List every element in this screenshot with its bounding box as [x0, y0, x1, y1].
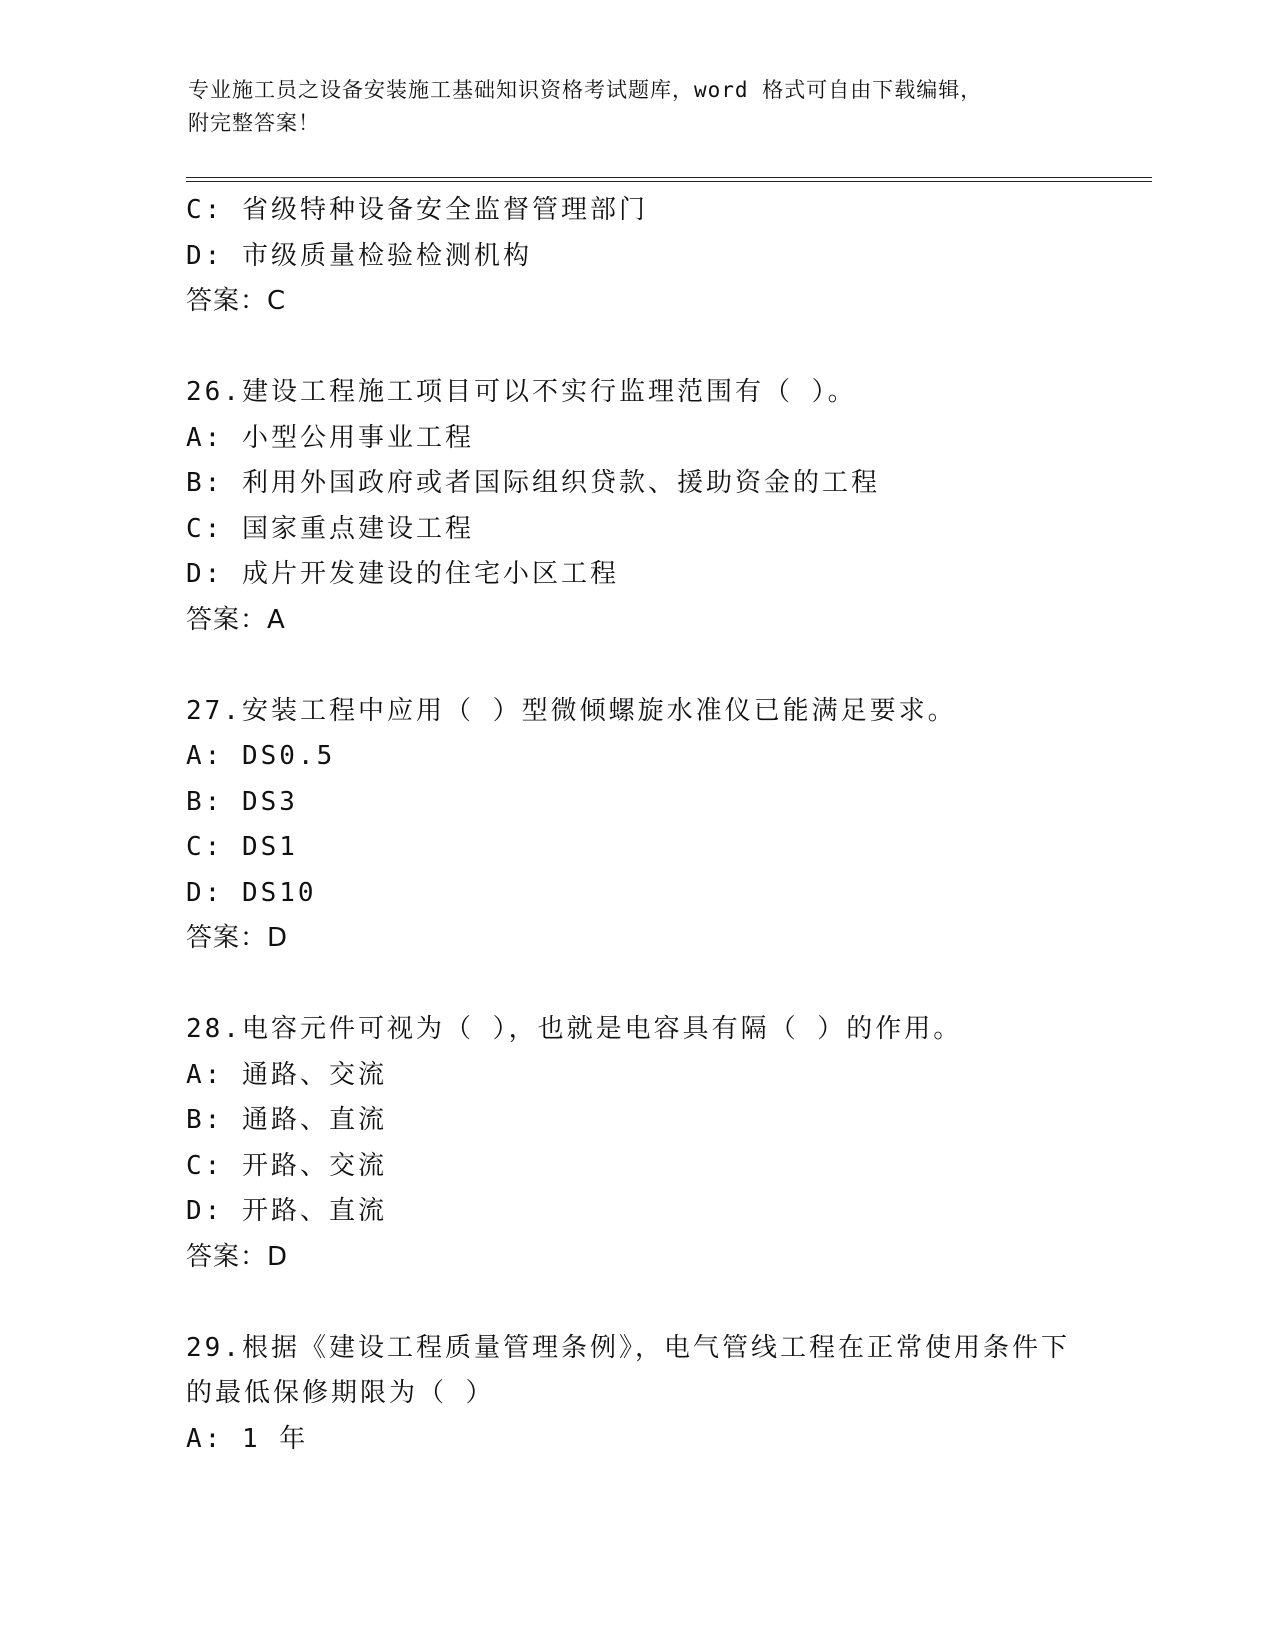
- question-text-line-1: 29.根据《建设工程质量管理条例》，电气管线工程在正常使用条件下: [186, 1332, 1070, 1363]
- option-a: A: 通路、交流: [186, 1059, 387, 1090]
- option-d: D: 开路、直流: [186, 1196, 387, 1226]
- question-28: [186, 1007, 1126, 1280]
- header-line-1: 专业施工员之设备安装施工基础知识资格考试题库，word 格式可自由下载编辑，: [188, 78, 983, 102]
- question-25-tail: [186, 188, 1126, 325]
- option-b: B: 利用外国政府或者国际组织贷款、援助资金的工程: [186, 468, 880, 498]
- answer-line: 答案：D: [186, 923, 289, 953]
- option-b: B: 通路、直流: [186, 1105, 387, 1135]
- header-divider: [186, 177, 1152, 182]
- option-d: D: DS10: [186, 877, 317, 908]
- question-text-line-2: 的最低保修期限为（ ）: [186, 1378, 495, 1408]
- question-26: [186, 370, 1126, 643]
- header-line-2: 附完整答案！: [188, 111, 320, 135]
- question-list: [186, 188, 1126, 1462]
- answer-line: 答案：D: [186, 1241, 289, 1272]
- option-c: C: 国家重点建设工程: [186, 513, 474, 544]
- option-a: A: 小型公用事业工程: [186, 422, 474, 453]
- question-29: [186, 1326, 1126, 1463]
- question-text: 26.建设工程施工项目可以不实行监理范围有（ ）。: [186, 377, 857, 407]
- document-header: [188, 74, 1068, 140]
- question-27: [186, 689, 1126, 962]
- option-c: C: 省级特种设备安全监督管理部门: [186, 195, 648, 225]
- option-a: A: 1 年: [186, 1423, 309, 1454]
- question-text: 27.安装工程中应用（ ）型微倾螺旋水准仪已能满足要求。: [186, 695, 957, 726]
- option-b: B: DS3: [186, 786, 298, 817]
- question-text: 28.电容元件可视为（ ），也就是电容具有隔（ ）的作用。: [186, 1014, 963, 1044]
- option-d: D: 市级质量检验检测机构: [186, 240, 532, 271]
- answer-line: 答案：C: [186, 286, 287, 316]
- option-d: D: 成片开发建设的住宅小区工程: [186, 559, 619, 589]
- option-c: C: DS1: [186, 832, 298, 862]
- option-c: C: 开路、交流: [186, 1150, 387, 1181]
- answer-line: 答案：A: [186, 604, 286, 635]
- option-a: A: DS0.5: [186, 741, 336, 771]
